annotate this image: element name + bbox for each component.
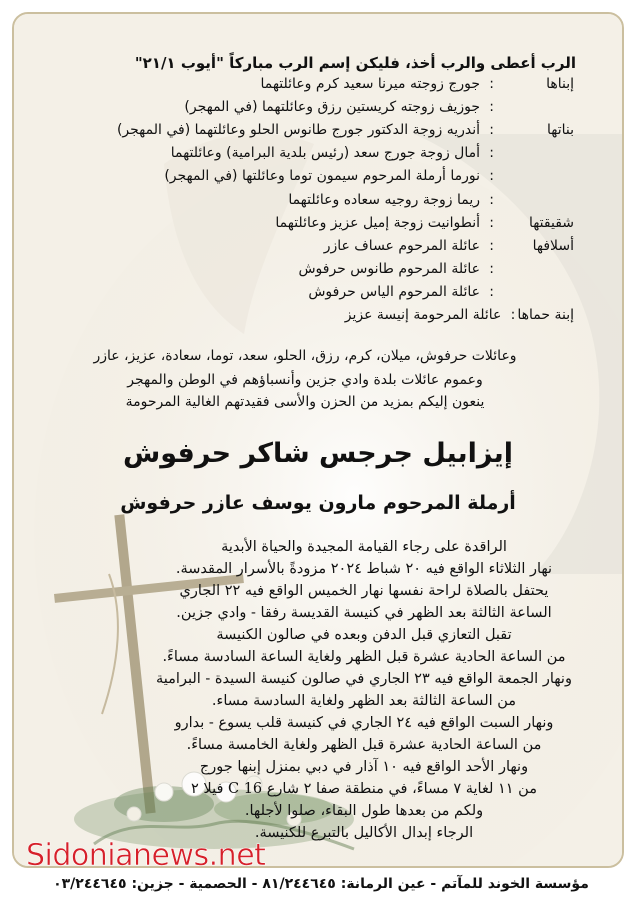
relation-label: إبنة حماها bbox=[517, 307, 574, 324]
family-name: أمال زوجة جورج سعد (رئيس بلدية البرامية) وعائلتهما bbox=[170, 145, 480, 162]
detail-line: الرجاء إبدال الأكاليل بالتبرع للكنيسة. bbox=[254, 825, 474, 841]
detail-line: ونهار السبت الواقع فيه ٢٤ الجاري في كنيسة قلب يسوع - بدارو bbox=[174, 715, 554, 731]
detail-line: ونهار الجمعة الواقع فيه ٢٣ الجاري في صالون كنيسة السيدة - البرامية bbox=[156, 671, 572, 687]
announce-line: ينعون إليكم بمزيد من الحزن والأسى فقيدتهم الغالية المرحومة bbox=[125, 394, 485, 410]
relation-label: بناتها bbox=[546, 121, 574, 138]
obituary-sheet bbox=[12, 12, 624, 868]
detail-line: ونهار الأحد الواقع فيه ١٠ آذار في دبي بمنزل إبنها جورج bbox=[199, 759, 529, 775]
family-row: إبنة حماها : عائلة المرحومة إنيسة عزيز bbox=[54, 304, 574, 327]
family-name: نورما أرملة المرحوم سيمون توما وعائلتها (في المهجر) bbox=[164, 168, 480, 185]
family-name: جورج زوجته ميرنا سعيد كرم وعائلتهما bbox=[260, 75, 480, 92]
relation-label: إبناها bbox=[546, 75, 574, 92]
family-name: جوزيف زوجته كريستين رزق وعائلتهما (في المهجر) bbox=[184, 98, 480, 115]
detail-line: تقبل التعازي قبل الدفن وبعده في صالون الكنيسة bbox=[216, 627, 512, 643]
family-row: : نورما أرملة المرحوم سيمون توما وعائلتها (في المهجر) bbox=[54, 165, 574, 188]
detail-line: الراقدة على رجاء القيامة المجيدة والحياة الأبدية bbox=[221, 539, 507, 555]
family-row: : جوزيف زوجته كريستين رزق وعائلتهما (في المهجر) bbox=[54, 95, 574, 118]
family-row: إبناها : جورج زوجته ميرنا سعيد كرم وعائلتهما bbox=[54, 72, 574, 95]
funeral-details bbox=[104, 536, 624, 844]
family-name: أندريه زوجة الدكتور جورج طانوس الحلو وعائلتهما (في المهجر) bbox=[116, 121, 480, 138]
funeral-home-footer: مؤسسة الخوند للمآتم - عين الرمانة: ٨١/٢٤٤٦٤٥ - الحصمية - جزين: ٠٣/٢٤٤٦٤٥ bbox=[53, 876, 589, 892]
detail-line: الساعة الثالثة بعد الظهر في كنيسة القديسة رفقا - وادي جزين. bbox=[176, 605, 552, 621]
relatives-line: وعموم عائلات بلدة وادي جزين وأنسباؤهم في الوطن والمهجر bbox=[127, 372, 483, 388]
family-name: عائلة المرحومة إنيسة عزيز bbox=[344, 307, 502, 324]
detail-line: من الساعة الحادية عشرة قبل الظهر ولغاية الخامسة مساءً. bbox=[186, 737, 542, 753]
relation-label: شقيقتها bbox=[528, 214, 574, 231]
bible-verse: الرب أعطى والرب أخذ، فليكن إسم الرب مباركاً "أيوب ٢١/١" bbox=[134, 54, 576, 72]
families-line: وعائلات حرفوش، ميلان، كرم، رزق، الحلو، سعد، توما، سعادة، عزيز، عازر bbox=[93, 348, 517, 364]
widow-of-line: أرملة المرحوم مارون يوسف عازر حرفوش bbox=[120, 492, 516, 514]
family-name: عائلة المرحوم الياس حرفوش bbox=[308, 284, 480, 301]
relation-label: أسلافها bbox=[532, 237, 574, 254]
family-row: : عائلة المرحوم الياس حرفوش bbox=[54, 281, 574, 304]
family-row: : ريما زوجة روجيه سعاده وعائلتهما bbox=[54, 188, 574, 211]
deceased-name: إيزابيل جرجس شاكر حرفوش bbox=[122, 438, 514, 469]
family-row: شقيقتها : أنطوانيت زوجة إميل عزيز وعائلتهما bbox=[54, 211, 574, 234]
family-list bbox=[54, 72, 574, 327]
family-row: : عائلة المرحوم طانوس حرفوش bbox=[54, 258, 574, 281]
watermark: Sidonianews.net bbox=[26, 838, 266, 873]
family-row: أسلافها : عائلة المرحوم عساف عازر bbox=[54, 234, 574, 257]
detail-line: ولكم من بعدها طول البقاء، صلوا لأجلها. bbox=[244, 803, 484, 819]
detail-line: يحتفل بالصلاة لراحة نفسها نهار الخميس الواقع فيه ٢٢ الجاري bbox=[179, 583, 549, 599]
family-name: ريما زوجة روجيه سعاده وعائلتهما bbox=[288, 191, 480, 208]
family-name: أنطوانيت زوجة إميل عزيز وعائلتهما bbox=[275, 214, 480, 231]
detail-line: من الساعة الحادية عشرة قبل الظهر ولغاية الساعة السادسة مساءً. bbox=[162, 649, 566, 665]
family-row: بناتها : أندريه زوجة الدكتور جورج طانوس الحلو وعائلتهما (في المهجر) bbox=[54, 118, 574, 141]
detail-line: من ١١ لغاية ٧ مساءً، في منطقة صفا ٢ شارع C 16 فيلا ٢ bbox=[191, 781, 537, 797]
family-row: : أمال زوجة جورج سعد (رئيس بلدية البرامية) وعائلتهما bbox=[54, 142, 574, 165]
family-name: عائلة المرحوم طانوس حرفوش bbox=[298, 261, 480, 278]
detail-line: من الساعة الثالثة بعد الظهر ولغاية السادسة مساء. bbox=[211, 693, 517, 709]
family-name: عائلة المرحوم عساف عازر bbox=[323, 237, 480, 254]
detail-line: نهار الثلاثاء الواقع فيه ٢٠ شباط ٢٠٢٤ مزودةً بالأسرار المقدسة. bbox=[175, 561, 553, 577]
